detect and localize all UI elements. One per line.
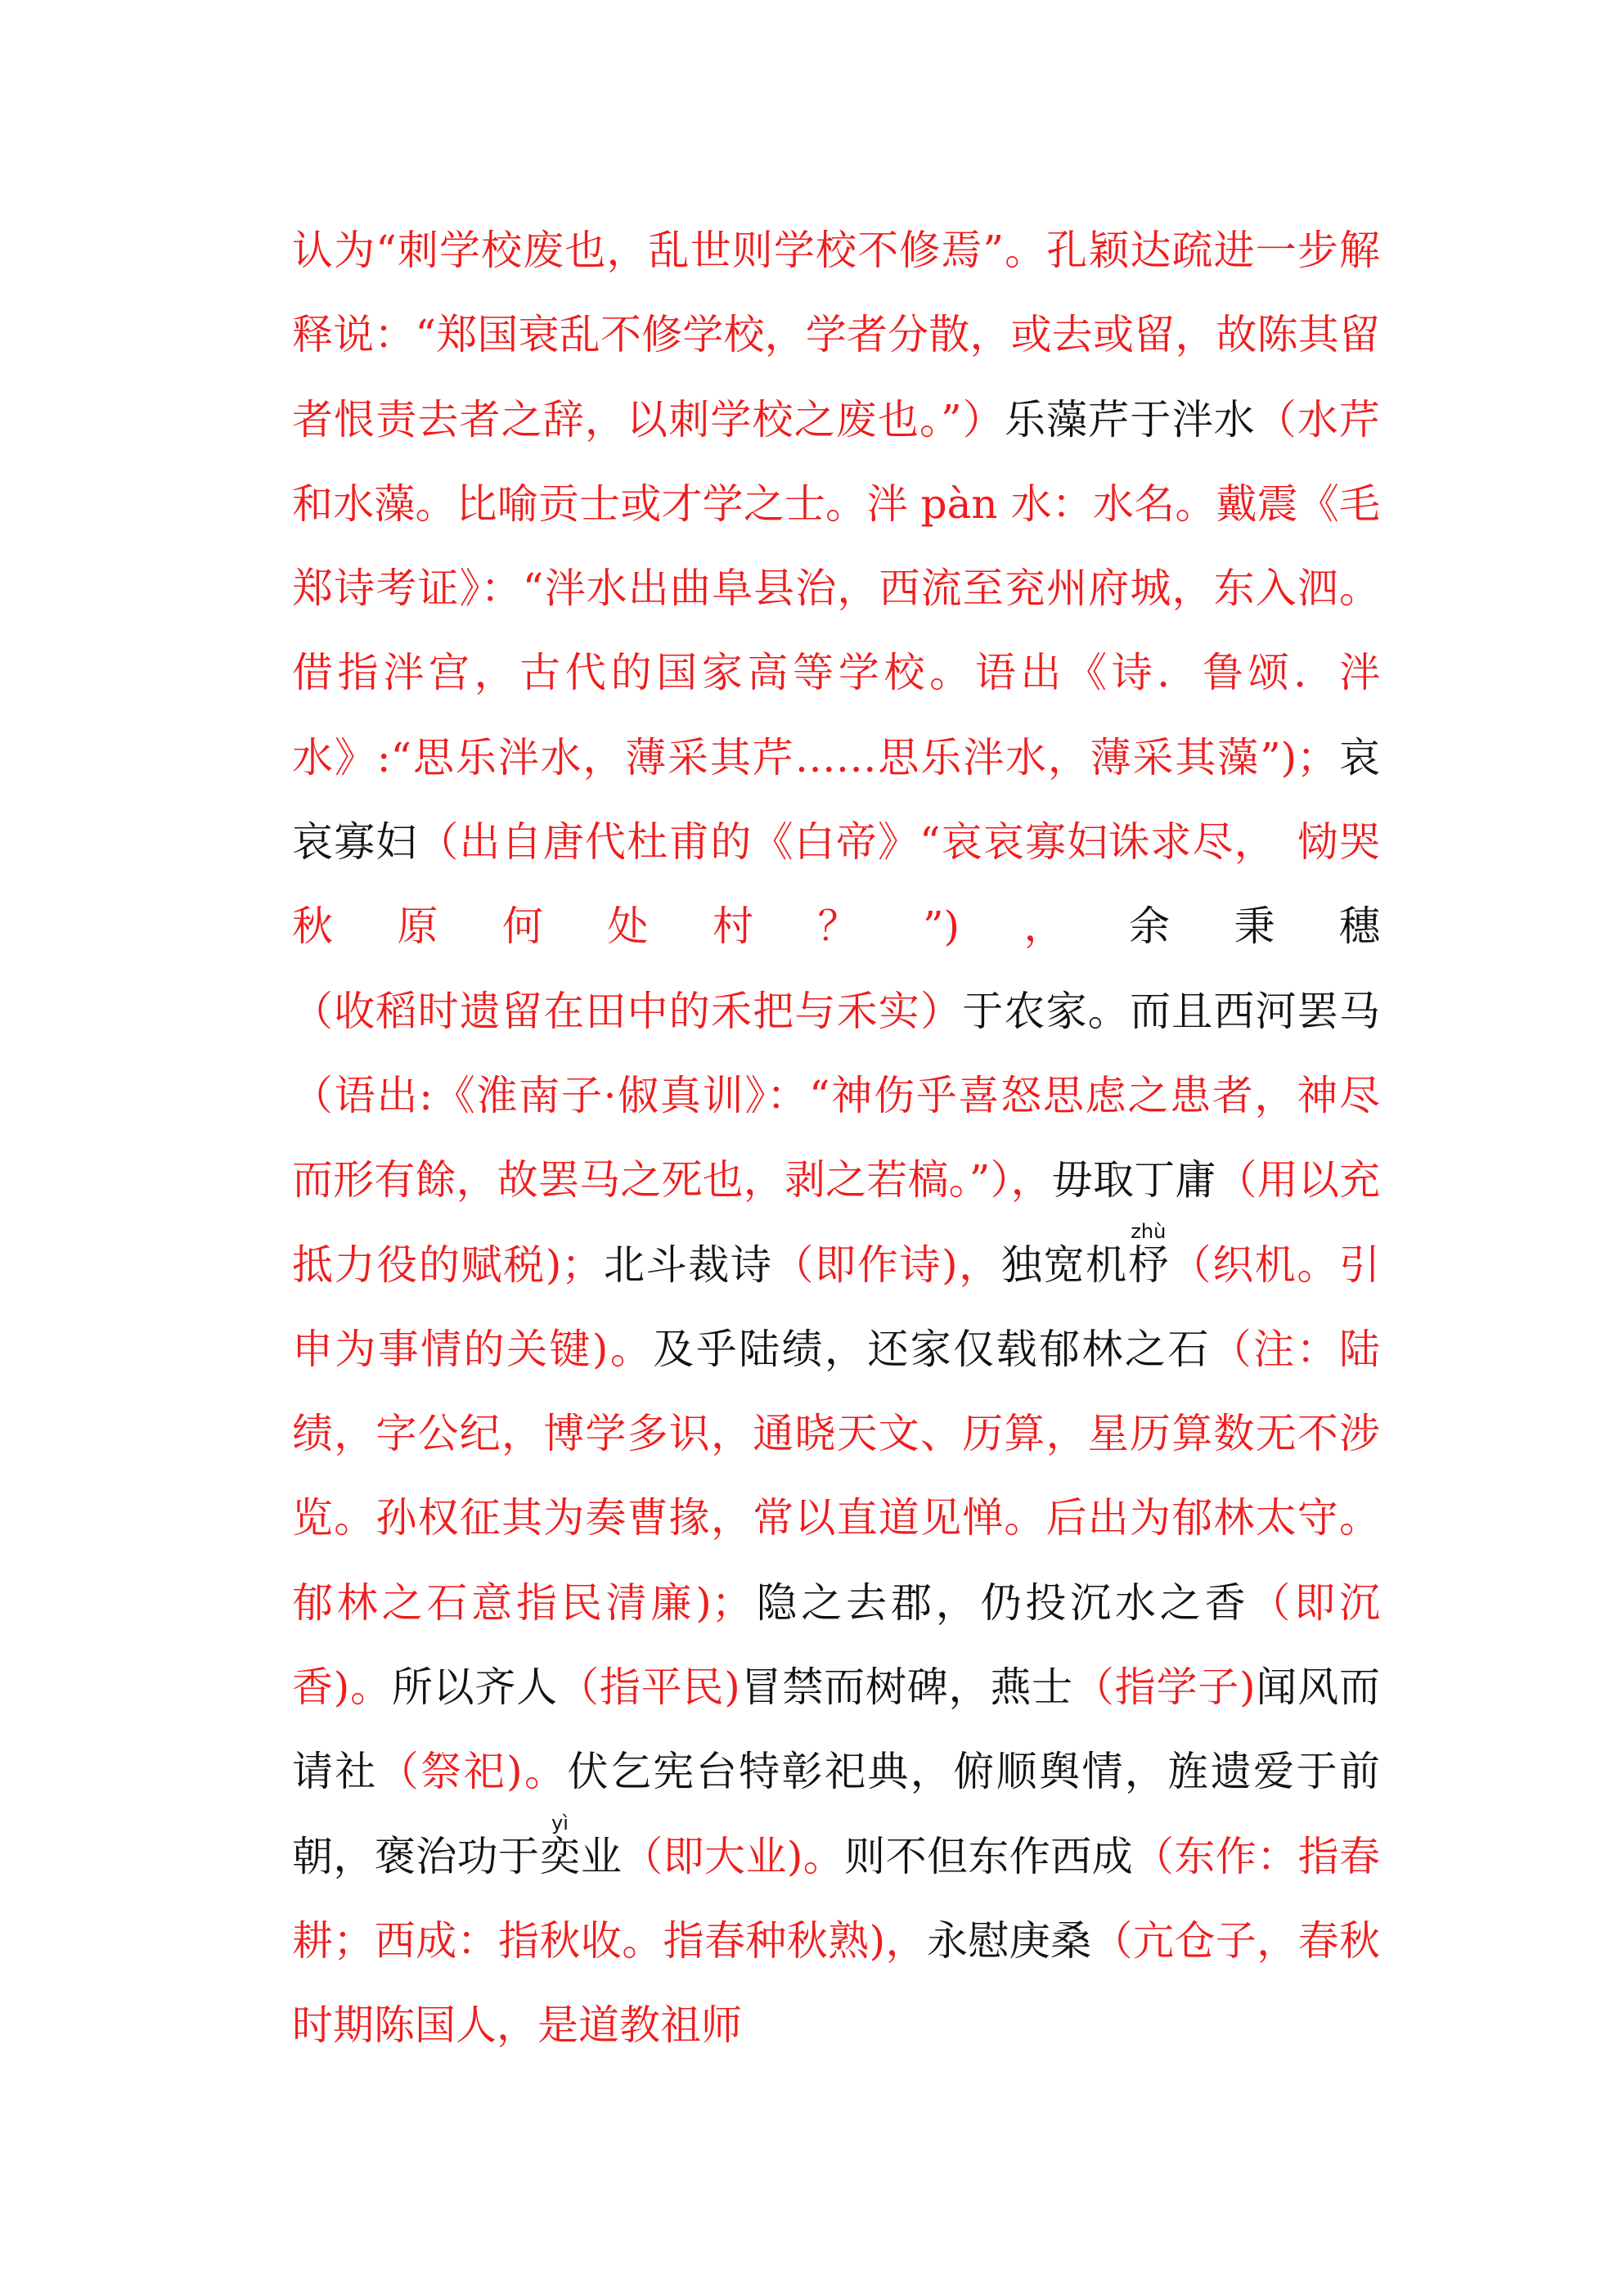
pinyin-annotation: yì: [539, 1811, 581, 1835]
annotation-text: （即作诗)，: [772, 1240, 1001, 1289]
annotation-text: （指平民): [558, 1663, 740, 1712]
annotation-text: （语出:《淮南子·俶真训》：“神伤乎喜怒思虑之患者，神尽而形有餘，故罢马之死也，剥之若槁。”），: [292, 1071, 1380, 1204]
annotation-text: （织机。引申为事情的关键)。: [292, 1240, 1381, 1373]
main-text: 毋取丁庸: [1051, 1156, 1216, 1204]
main-text: 伏乞宪台特彰祀典，俯顺舆情，旌遗爱于前朝，褒治功于: [292, 1748, 1381, 1880]
main-text: 哀哀寡妇: [292, 733, 1381, 867]
main-text: 闻风而请社: [292, 1663, 1380, 1796]
body-text: [292, 209, 1380, 2069]
main-text: 余秉穗: [1129, 903, 1380, 951]
annotated-character: [539, 1811, 581, 1880]
main-text: 业: [580, 1832, 623, 1880]
annotation-text: （水芹和水藻。比喻贡士或才学之士。泮 pàn 水：水名。戴震《毛郑诗考证》：“泮水出曲阜县治，西流至兖州府城，东入泗。借指泮宫，古代的国家高等学校。语出《诗．鲁颂．泮水》:“思乐泮水，薄采其芹……思乐泮水，薄采其藻”)；: [292, 395, 1381, 781]
annotated-character-base: 杼: [1127, 1240, 1171, 1289]
main-text: 北斗裁诗: [602, 1240, 773, 1289]
main-text: 于农家。而且西河罢马: [962, 987, 1381, 1035]
annotation-text: （即大业)。: [622, 1832, 845, 1880]
main-text: 冒禁而树碑，燕士: [740, 1663, 1073, 1712]
main-text: 则不但东作西成: [844, 1832, 1133, 1880]
main-text: 独宽机: [1000, 1240, 1128, 1289]
annotation-text: （亢仓子，春秋时期陈国人，是道教祖师: [292, 1916, 1381, 2050]
main-text: 所以齐人: [391, 1663, 559, 1712]
main-text: 永慰庚桑: [926, 1916, 1092, 1965]
annotation-text: （用以充抵力役的赋税)；: [292, 1156, 1381, 1289]
annotation-text: （即沉香)。: [292, 1578, 1381, 1712]
annotation-text: （祭祀)。: [377, 1748, 568, 1796]
annotation-text: （出自唐代杜甫的《白帝》“哀哀寡妇诛求尽， 恸哭秋原何处村？”)，: [292, 818, 1381, 951]
annotation-text: 认为“刺学校废也，乱世则学校不修焉”。孔颖达疏进一步解释说：“郑国衰乱不修学校，学者分散，或去或留，故陈其留者恨责去者之辞，以刺学校之废也。”）: [292, 227, 1380, 443]
main-text: 隐之去郡，仍投沉水之香: [752, 1578, 1250, 1627]
annotation-text: （收稻时遗留在田中的禾把与禾实）: [292, 987, 963, 1035]
annotated-character-base: 奕: [539, 1832, 581, 1880]
main-text: 乐藻芹于泮水: [1004, 395, 1256, 443]
main-text: 及乎陆绩，还家仅载郁林之石: [653, 1325, 1211, 1373]
annotation-text: （指学子): [1072, 1663, 1256, 1712]
annotation-text: （注：陆绩，字公纪，博学多识，通晓天文、历算，星历算数无不涉览。孙权征其为奏曹掾，常以直道见惮。后出为郁林太守。郁林之石意指民清廉)；: [292, 1325, 1380, 1627]
annotation-text: （东作：指春耕；西成：指秋收。指春种秋熟)，: [292, 1832, 1381, 1965]
pinyin-annotation: zhù: [1127, 1219, 1169, 1243]
annotated-character: [1127, 1219, 1171, 1289]
